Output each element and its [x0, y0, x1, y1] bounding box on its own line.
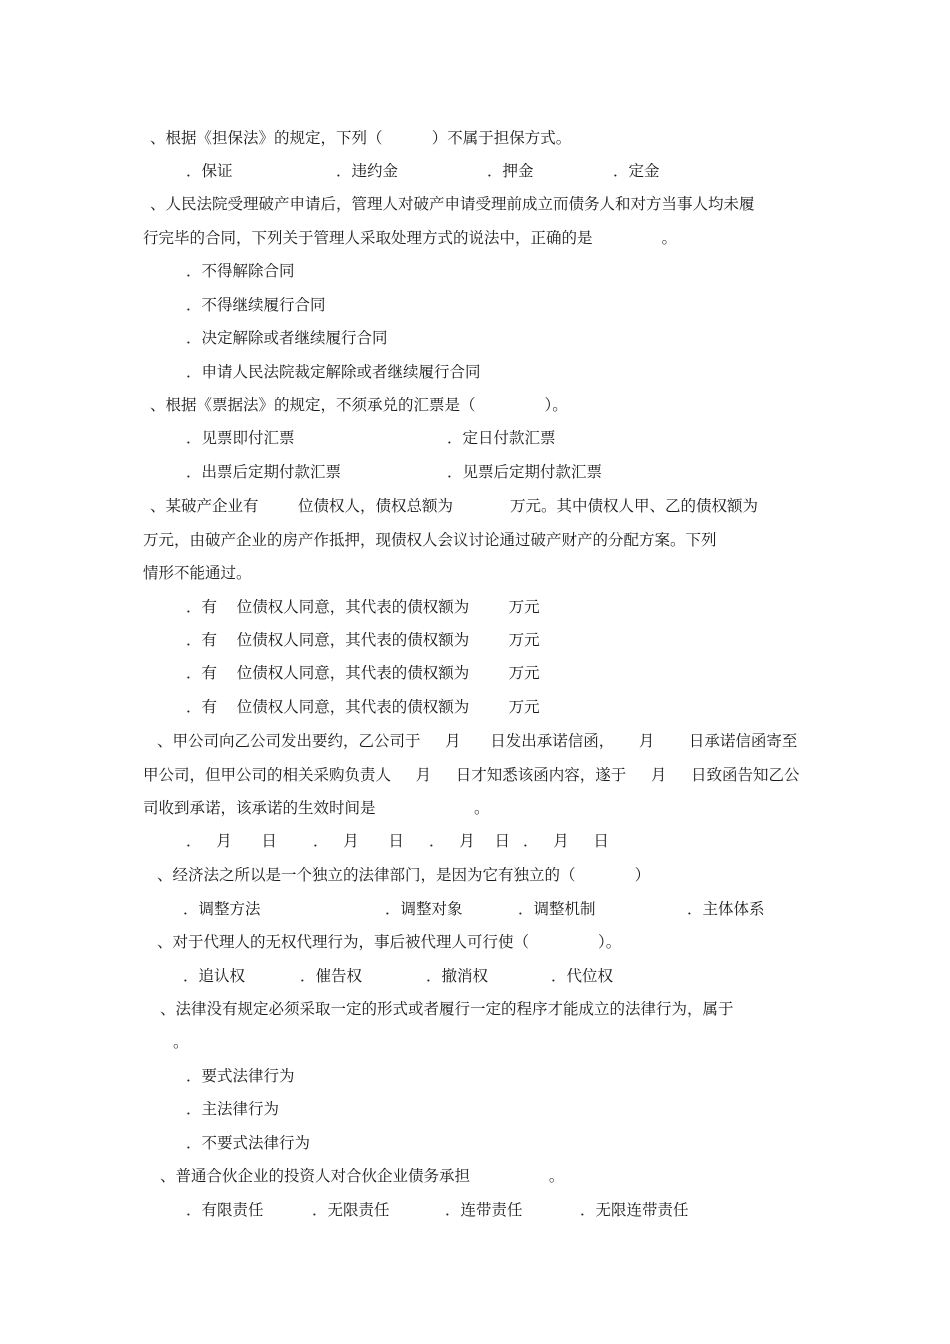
- q4-option-d: ．有 位债权人同意，其代表的债权额为 万元: [186, 698, 540, 716]
- q4-option-b: ．有 位债权人同意，其代表的债权额为 万元: [186, 631, 540, 649]
- q2-option-a: ．不得解除合同: [186, 262, 295, 280]
- question-9-stem: 、普通合伙企业的投资人对合伙企业债务承担 。: [160, 1167, 565, 1185]
- question-6-stem: 、经济法之所以是一个独立的法律部门，是因为它有独立的（ ）: [157, 866, 651, 884]
- q9-option-b: ．无限责任: [312, 1201, 390, 1219]
- question-8-stem-line2: 。: [173, 1033, 189, 1051]
- q4-option-a: ．有 位债权人同意，其代表的债权额为 万元: [186, 598, 540, 616]
- q8-option-a: ．要式法律行为: [186, 1067, 295, 1085]
- q1-option-c: ．押金: [487, 162, 534, 180]
- question-4-stem-part2: 位债权人，债权总额为: [298, 497, 454, 515]
- question-4-stem-part1: 、某破产企业有: [150, 497, 259, 515]
- question-5-stem-line2: 甲公司，但甲公司的相关采购负责人 月 日才知悉该函内容，遂于 月 日致函告知乙公: [143, 766, 800, 784]
- q3-option-b: ．定日付款汇票: [447, 429, 556, 447]
- question-7-stem: 、对于代理人的无权代理行为，事后被代理人可行使（ ）。: [157, 933, 622, 951]
- question-4-stem-line3: 情形不能通过。: [143, 564, 252, 582]
- q6-option-c: ．调整机制: [518, 900, 596, 918]
- q5-option-a: ． 月 日: [186, 832, 277, 850]
- q3-option-c: ．出票后定期付款汇票: [186, 463, 342, 481]
- q9-option-a: ．有限责任: [186, 1201, 264, 1219]
- q2-option-c: ．决定解除或者继续履行合同: [186, 329, 388, 347]
- q7-option-d: ．代位权: [551, 967, 614, 985]
- question-4-stem-part3: 万元。其中债权人甲、乙的债权额为: [510, 497, 759, 515]
- q5-option-b: ． 月 日: [313, 832, 404, 850]
- q3-option-d: ．见票后定期付款汇票: [447, 463, 603, 481]
- q5-option-d: ． 月 日: [523, 832, 609, 850]
- q7-option-b: ．催告权: [300, 967, 363, 985]
- q3-option-a: ．见票即付汇票: [186, 429, 295, 447]
- q9-option-d: ．无限连带责任: [580, 1201, 689, 1219]
- question-2-stem-line2: 行完毕的合同，下列关于管理人采取处理方式的说法中，正确的是 。: [143, 229, 677, 247]
- question-8-stem-line1: 、法律没有规定必须采取一定的形式或者履行一定的程序才能成立的法律行为，属于: [160, 1000, 734, 1018]
- question-2-stem-line1: 、人民法院受理破产申请后，管理人对破产申请受理前成立而债务人和对方当事人均未履: [150, 195, 755, 213]
- q2-option-b: ．不得继续履行合同: [186, 296, 326, 314]
- q1-option-a: ．保证: [186, 162, 233, 180]
- question-1-stem: 、根据《担保法》的规定，下列（ ）不属于担保方式。: [150, 129, 572, 147]
- q4-option-c: ．有 位债权人同意，其代表的债权额为 万元: [186, 664, 540, 682]
- q9-option-c: ．连带责任: [445, 1201, 523, 1219]
- q8-option-b: ．主法律行为: [186, 1100, 280, 1118]
- q7-option-a: ．追认权: [183, 967, 246, 985]
- q8-option-c: ．不要式法律行为: [186, 1134, 311, 1152]
- q7-option-c: ．撤消权: [426, 967, 489, 985]
- q2-option-d: ．申请人民法院裁定解除或者继续履行合同: [186, 363, 481, 381]
- question-3-stem: 、根据《票据法》的规定，不须承兑的汇票是（ ）。: [150, 396, 568, 414]
- question-4-stem-line2: 万元，由破产企业的房产作抵押，现债权人会议讨论通过破产财产的分配方案。下列: [143, 531, 717, 549]
- q6-option-d: ．主体体系: [687, 900, 765, 918]
- question-5-stem-line1: 、甲公司向乙公司发出要约，乙公司于 月 日发出承诺信函， 月 日承诺信函寄至: [157, 732, 798, 750]
- q6-option-a: ．调整方法: [183, 900, 261, 918]
- q6-option-b: ．调整对象: [385, 900, 463, 918]
- q1-option-d: ．定金: [613, 162, 660, 180]
- q1-option-b: ．违约金: [336, 162, 399, 180]
- question-5-stem-line3: 司收到承诺，该承诺的生效时间是 。: [143, 799, 490, 817]
- q5-option-c: ． 月 日: [429, 832, 510, 850]
